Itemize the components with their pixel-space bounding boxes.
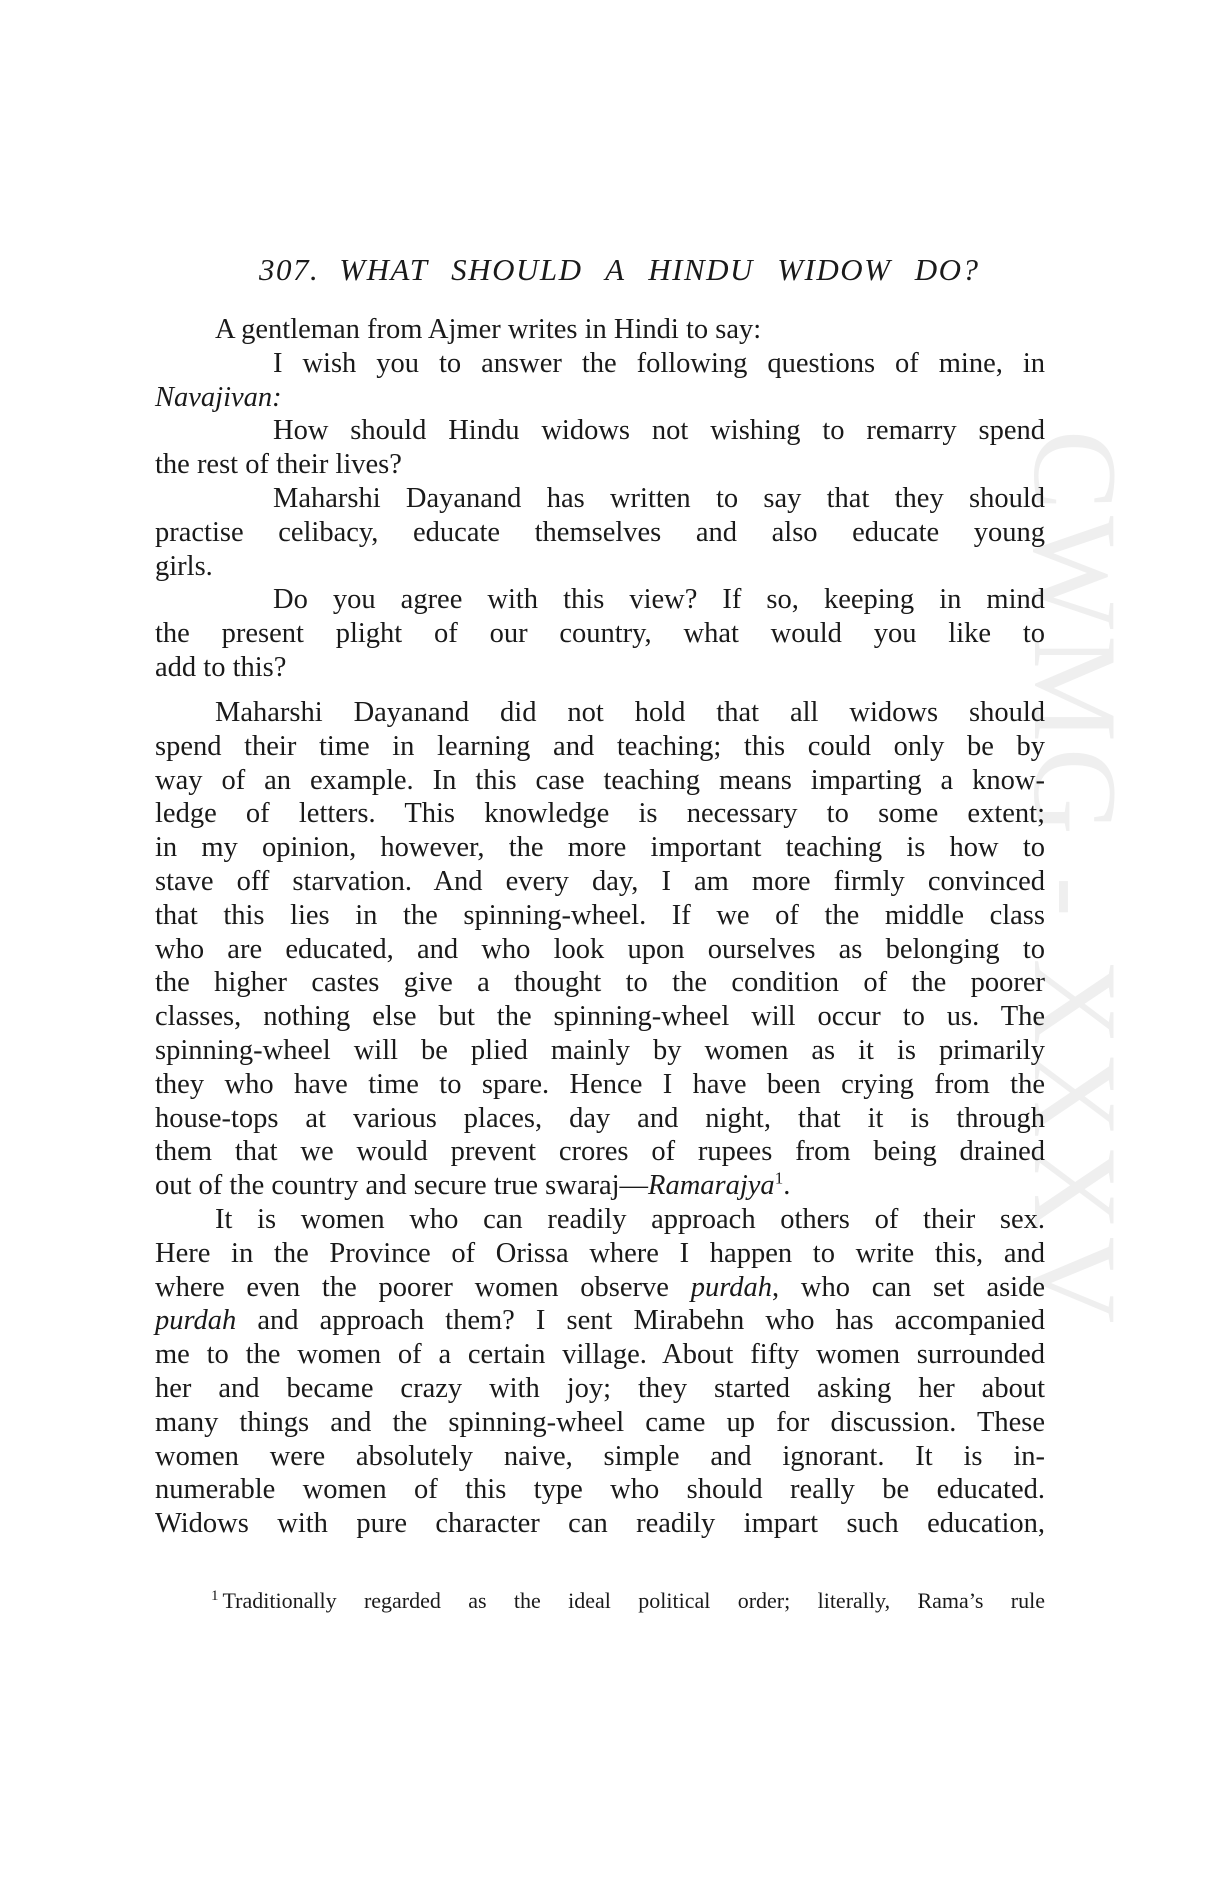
reply-paragraph-2 (155, 1203, 1045, 1541)
footnote (211, 1587, 1045, 1615)
footnote-mark: 1 (211, 1587, 219, 1604)
body-line: way of an example. In this case teaching means imparting a know- (155, 764, 1045, 796)
body-line-last (155, 1169, 1045, 1203)
body-line: house-tops at various places, day and night, that it is through (155, 1102, 1045, 1134)
body-line: that this lies in the spinning-wheel. If we of the middle class (155, 899, 1045, 931)
body-line: Maharshi Dayanand did not hold that all widows should (215, 697, 1045, 728)
body-text: . (783, 1170, 791, 1202)
letter-line: the present plight of our country, what would you like to (155, 618, 1045, 650)
body-line (155, 1304, 1045, 1338)
letter-line: Navajivan: (155, 381, 282, 413)
letter-line: girls. (155, 550, 213, 582)
body-line: Here in the Province of Orissa where I happen to write this, and (155, 1237, 1045, 1269)
body-line: they who have time to spare. Hence I have been crying from the (155, 1068, 1045, 1100)
body-line: numerable women of this type who should really be educated. (155, 1474, 1045, 1506)
body-line: ledge of letters. This knowledge is necessary to some extent; (155, 798, 1045, 830)
ramarajya-term: Ramarajya (648, 1170, 775, 1202)
letter-line: How should Hindu widows not wishing to remarry spend (273, 415, 1045, 447)
purdah-term: purdah (155, 1305, 237, 1337)
body-text: out of the country and secure true swaraj— (155, 1170, 649, 1202)
body-line: me to the women of a certain village. About fifty women surrounded (155, 1339, 1045, 1371)
footnote-ref[interactable]: 1 (774, 1168, 784, 1188)
letter-line: I wish you to answer the following questions of mine, in (273, 347, 1045, 379)
letter-line: Maharshi Dayanand has written to say that they should (273, 482, 1045, 514)
letter-line: add to this? (155, 651, 287, 683)
body-line: classes, nothing else but the spinning-wheel will occur to us. The (155, 1001, 1045, 1033)
body-line: in my opinion, however, the more important teaching is how to (155, 832, 1045, 864)
watermark: CWMG - XXXV (1009, 430, 1142, 1330)
body-line: spend their time in learning and teaching; this could only be by (155, 730, 1045, 762)
body-line: stave off starvation. And every day, I am more firmly convinced (155, 865, 1045, 897)
body-line: women were absolutely naive, simple and ignorant. It is in- (155, 1440, 1045, 1472)
body-line (155, 1271, 1045, 1305)
body-line: the higher castes give a thought to the condition of the poorer (155, 967, 1045, 999)
body-line: her and became crazy with joy; they started asking her about (155, 1372, 1045, 1404)
body-line: It is women who can readily approach others of their sex. (215, 1204, 1045, 1235)
body-text: where even the poorer women observe (155, 1271, 691, 1303)
letter-line: the rest of their lives? (155, 449, 402, 481)
body-line: them that we would prevent crores of rupees from being drained (155, 1136, 1045, 1168)
letter-block (155, 313, 1045, 685)
footnote-text: Traditionally regarded as the ideal political order; literally, Rama’s rule (222, 1588, 1045, 1613)
intro-line: A gentleman from Ajmer writes in Hindi to say: (215, 314, 762, 345)
body-line: spinning-wheel will be plied mainly by women as it is primarily (155, 1034, 1045, 1066)
purdah-term: purdah (690, 1271, 772, 1303)
body-text: and approach them? I sent Mirabehn who has accompanied (236, 1305, 1045, 1337)
article-title: WHAT SHOULD A HINDU WIDOW DO? (339, 252, 980, 287)
body-line: many things and the spinning-wheel came up for discussion. These (155, 1406, 1045, 1438)
letter-line: practise celibacy, educate themselves and also educate young (155, 516, 1045, 548)
article-heading (259, 252, 979, 288)
body-line: Widows with pure character can readily impart such education, (155, 1508, 1045, 1540)
letter-line: Do you agree with this view? If so, keeping in mind (273, 584, 1045, 616)
reply-paragraph-1 (155, 696, 1045, 1203)
body-text: , who can set aside (772, 1271, 1045, 1303)
article-number: 307. (259, 252, 320, 287)
body-line: who are educated, and who look upon ourselves as belonging to (155, 933, 1045, 965)
